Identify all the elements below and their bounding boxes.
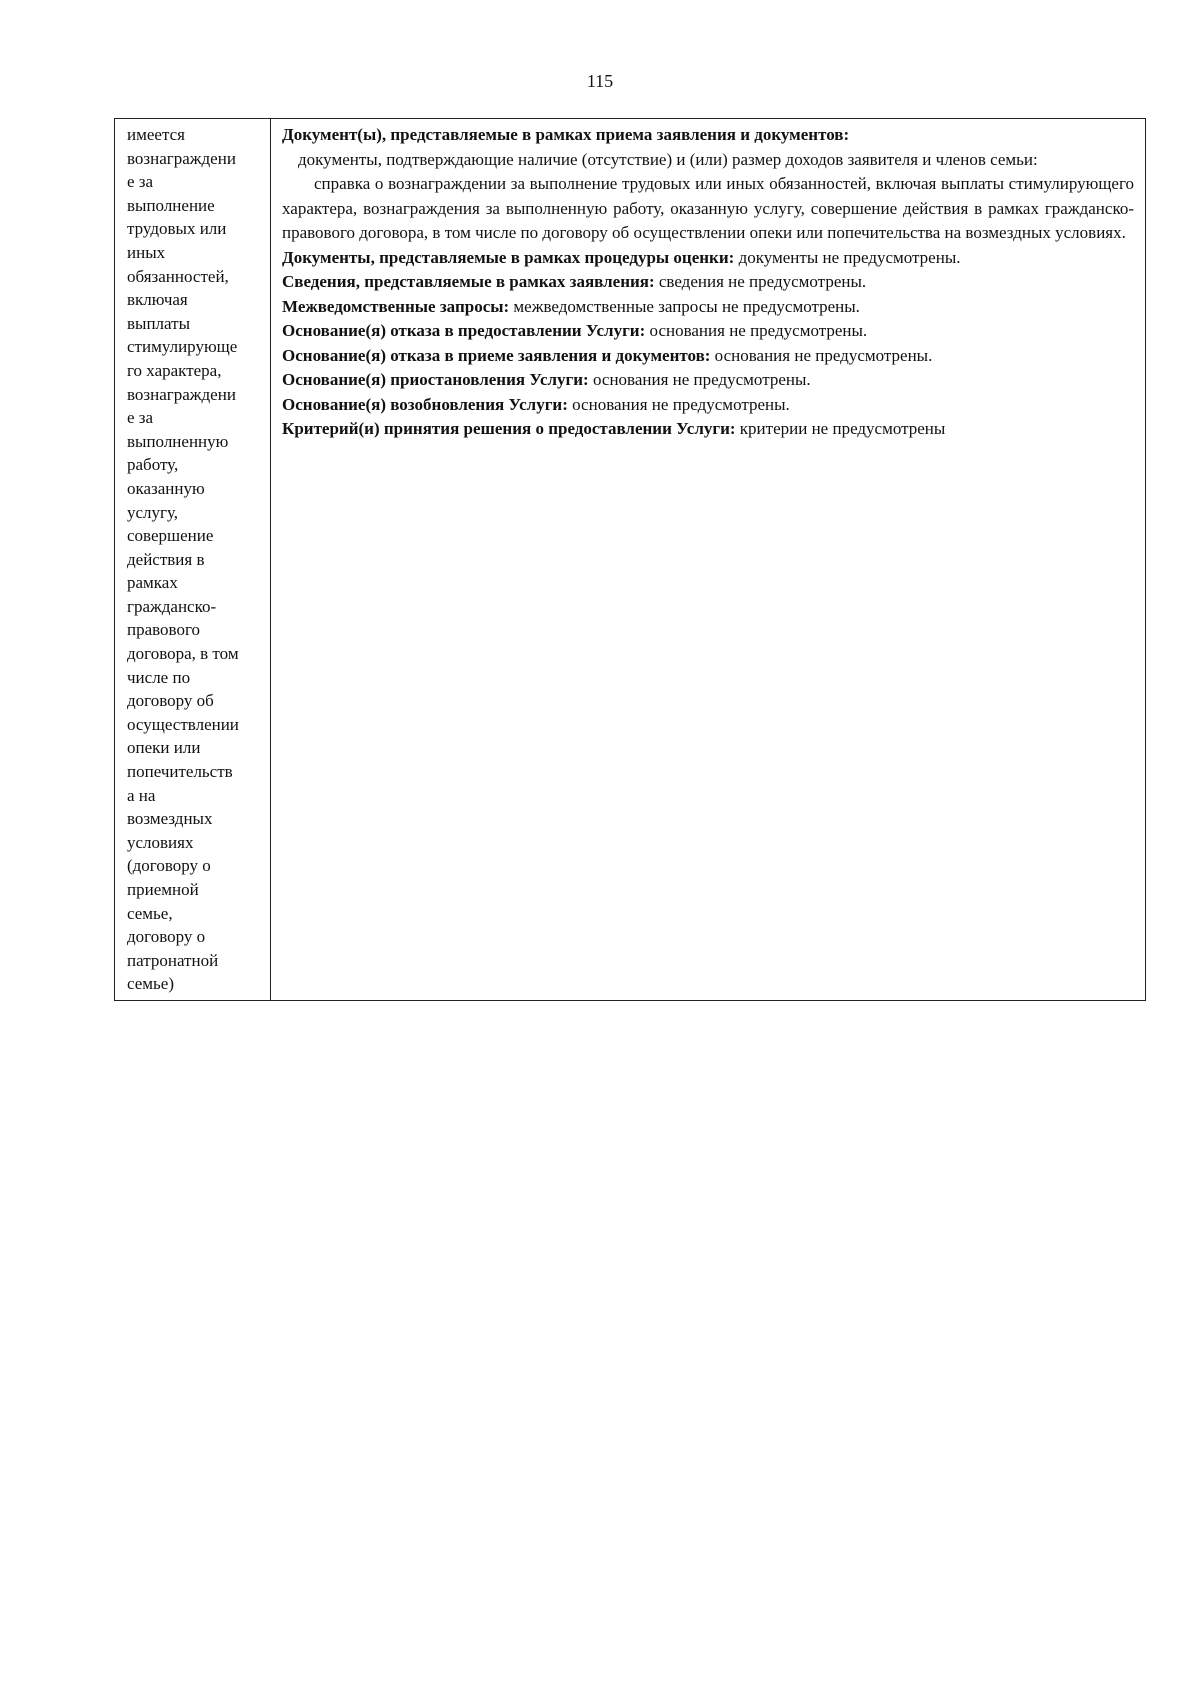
item-label: Основание(я) отказа в предоставлении Услуги: [282,321,646,340]
item-label: Основание(я) приостановления Услуги: [282,370,589,389]
document-table [114,118,1146,1001]
left-line: патронатной [127,950,219,970]
refusal-grounds-item [282,319,1134,344]
certificate-paragraph: справка о вознаграждении за выполнение трудовых или иных обязанностей, включая выплаты стимулирующего характера, вознаграждения за выполненную работу, оказанную услугу, совершение действия в рамках гражданско-правового договора, в том числе по договору об осуществлении опеки или попечительства на возмездных условиях. [282,174,1134,242]
left-line: осуществлении [127,714,239,734]
left-line: договору о [127,927,206,947]
left-line: правового [127,620,201,640]
item-value: основания не предусмотрены. [588,370,811,389]
acceptance-refusal-grounds-item [282,344,1134,369]
left-line: приемной [127,880,199,899]
left-line: е за [127,172,154,192]
item-value: основания не предусмотрены. [567,394,790,414]
suspension-grounds-item [282,368,1134,393]
left-line: вознаграждени [127,148,236,168]
item-value: основания не предусмотрены. [710,345,933,365]
left-cell [115,119,271,1001]
resumption-grounds-item [282,393,1134,418]
left-line: работу, [127,455,179,475]
left-line: опеки или [127,738,201,758]
left-line: выплаты [127,313,190,333]
left-line: го характера, [127,360,222,380]
item-label: Документы, представляемые в рамках процедуры оценки: [282,247,735,267]
interagency-requests-item [282,295,1134,320]
left-line: стимулирующе [127,337,238,357]
left-line: возмездных [127,809,213,829]
left-line: услугу, [127,502,179,522]
left-line: совершение [127,526,214,546]
left-line: семье) [127,974,175,994]
left-line: имеется [127,125,185,144]
left-line: иных [127,242,166,262]
left-line: выполнение [127,195,215,215]
left-line: действия в [127,549,205,569]
left-line: вознаграждени [127,384,236,404]
decision-criteria-item [282,417,1134,442]
left-line: обязанностей, [127,266,229,286]
right-cell-content [271,119,1145,442]
left-line: договору об [127,691,214,711]
assessment-documents-item [282,246,1134,271]
income-documents-paragraph: документы, подтверждающие наличие (отсутствие) и (или) размер доходов заявителя и членов семьи: [298,149,1038,169]
item-value: межведомственные запросы не предусмотрены. [509,296,860,316]
left-line: гражданско- [127,596,217,616]
left-line: условиях [127,832,194,852]
table-row [115,119,1146,1001]
left-line: оказанную [127,478,205,498]
item-label: Критерий(и) принятия решения о предоставлении Услуги: [282,419,736,438]
submitted-documents-heading: Документ(ы), представляемые в рамках приема заявления и документов: [282,125,850,144]
left-line: включая [127,290,188,310]
left-line: (договору о [127,856,211,876]
left-line: попечительств [127,762,233,782]
left-cell-text [115,119,270,996]
item-value: документы не предусмотрены. [734,247,961,267]
left-line: рамках [127,573,178,593]
left-line: выполненную [127,431,229,451]
left-line: семье, [127,903,173,923]
item-value: критерии не предусмотрены [735,419,946,438]
item-value: основания не предусмотрены. [645,321,868,340]
left-line: а на [127,785,156,805]
application-info-item [282,270,1134,295]
page-number: 115 [586,71,614,91]
item-value: сведения не предусмотрены. [654,272,867,291]
left-line: е за [127,408,154,428]
item-label: Основание(я) отказа в приеме заявления и документов: [282,345,711,365]
item-label: Межведомственные запросы: [282,296,510,316]
item-label: Основание(я) возобновления Услуги: [282,394,568,414]
right-cell [271,119,1146,1001]
left-line: трудовых или [127,219,227,239]
left-line: договора, в том [127,644,239,664]
left-line: числе по [127,667,191,687]
item-label: Сведения, представляемые в рамках заявления: [282,272,655,291]
